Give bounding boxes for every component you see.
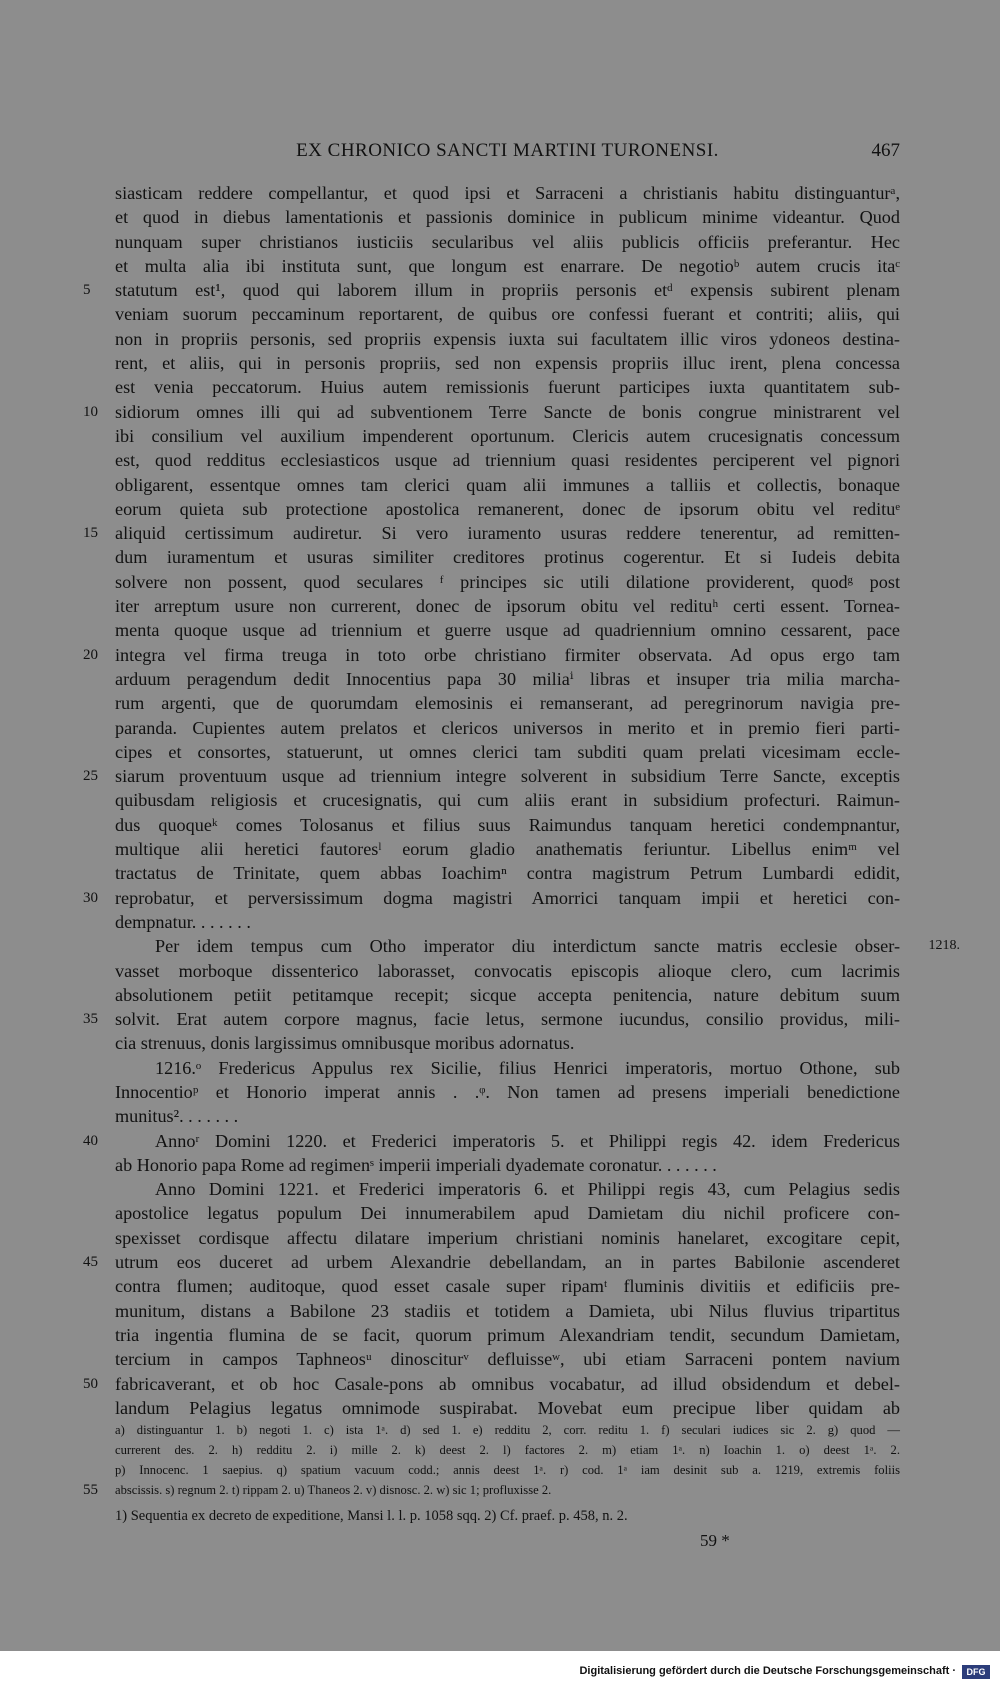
signature-mark: 59 * [700,1531,730,1550]
text-line [115,1153,900,1177]
line-text: utrum eos duceret ad urbem Alexandrie debellandam, an in partes Babilonie ascenderet [115,1252,900,1273]
line-text: rum argenti, que de quorumdam elemosinis ei remanserant, ad peregrinorum navigia pre- [115,693,900,714]
text-line [83,764,900,788]
line-text: tria ingentia flumina de se facit, quorum primum Alexandriam tendit, secundum Damietam, [115,1324,900,1345]
line-text: cipes et consortes, statuerunt, ut omnes clerici tam subditi quam prelati vicesimam eccle- [115,741,900,762]
source-footnotes: 1) Sequentia ex decreto de expeditione, Mansi l. l. p. 1058 sqq. 2) Cf. praef. p. 458, n. 2. [115,1508,628,1524]
text-line [115,813,900,837]
text-line [115,497,900,521]
text-line [83,278,900,302]
line-number: 40 [83,1132,98,1149]
apparatus-text: abscissis. s) regnum 2. t) rippam 2. u) Thaneos 2. v) disnosc. 2. w) sic 1; profluxisse 2. [115,1483,552,1497]
line-number: 50 [83,1375,98,1392]
line-text: spexisset cordisque affectu dilatare imperium christiani nominis hanelaret, excogitare cepit, [115,1227,900,1248]
text-line [115,1396,900,1420]
line-number: 55 [83,1482,98,1498]
line-text: ab Honorio papa Rome ad regimenˢ imperii imperiali dyademate coronatur. . . . . . . [115,1154,717,1175]
line-text: 1216.ᵒ Fredericus Appulus rex Sicilie, filius Henrici imperatoris, mortuo Othone, sub [155,1057,900,1078]
line-text: arduum peragendum dedit Innocentius papa 30 miliaⁱ libras et insuper tria milia marcha- [115,668,900,689]
text-line [115,375,900,399]
line-text: dempnatur. . . . . . . [115,911,251,932]
text-line [115,959,900,983]
line-number: 35 [83,1011,98,1028]
line-number: 15 [83,525,98,542]
line-number: 45 [83,1254,98,1271]
line-text: munitum, distans a Babilone 23 stadiis et totidem a Damieta, ubi Nilus fluvius tripartitus [115,1300,900,1321]
text-line [115,740,900,764]
line-text: non in propriis personis, sed propriis expensis iuxta sui facultatem illic viros ydoneos destina- [115,328,900,349]
text-line [115,302,900,326]
text-line [115,861,900,885]
text-line [115,1226,900,1250]
line-text: est venia peccatorum. Huius autem remissionis fuerunt participes iuxta quantitatem sub- [115,377,900,398]
text-line [115,570,900,594]
text-line [115,1177,900,1201]
apparatus-text: a) distinguantur 1. b) negoti 1. c) ista 1ᵃ. d) sed 1. e) redditu 2, corr. reditu 1. f) seculari iudices sic 2. g) quod — [115,1423,900,1437]
line-text: dus quoqueᵏ comes Tolosanus et filius suus Raimundus tanquam heretici condempnantur, [115,814,900,835]
text-line [115,691,900,715]
line-text: aliquid certissimum audiretur. Si vero iuramento usuras reddere tenerentur, ad remitten- [115,523,900,544]
text-line [115,448,900,472]
text-line [83,521,900,545]
line-text: ibi consilium vel auxilium impenderent oportunum. Clericis autem crucesignatis concessum [115,425,900,446]
text-line [115,667,900,691]
margin-year: 1218. [928,938,960,954]
line-text: statutum est¹, quod qui laborem illum in propriis personis etᵈ expensis subirent plenam [115,280,900,301]
line-text: siasticam reddere compellantur, et quod ipsi et Sarraceni a christianis habitu distinguanturᵃ, [115,183,900,203]
text-line [115,1031,900,1055]
line-text: contra flumen; auditoque, quod esset casale super ripamᵗ fluminis divitiis et edificiis pre- [115,1276,900,1297]
line-text: Annoʳ Domini 1220. et Frederici imperatoris 5. et Philippi regis 42. idem Fredericus [155,1130,900,1151]
text-line [115,618,900,642]
line-text: apostolice legatus populum Dei innumerabilem apud Damietam diu nichil proficere con- [115,1203,900,1224]
text-line [115,910,900,934]
line-text: cia strenuus, donis largissimus omnibusque moribus adornatus. [115,1033,575,1054]
text-line [83,643,900,667]
text-line [115,205,900,229]
text-line [115,1323,900,1347]
line-number: 25 [83,768,98,785]
line-text: est, quod redditus ecclesiasticos usque ad triennium quasi residentes perciperent vel pignori [115,450,900,471]
line-number: 20 [83,646,98,663]
text-line [115,934,960,958]
text-line [83,1007,900,1031]
line-number: 30 [83,889,98,906]
line-text: rent, et aliis, qui in personis propriis, sed non expensis propriis illuc irent, plena concessa [115,353,900,374]
dfg-credit: Digitalisierung gefördert durch die Deutsche Forschungsgemeinschaft · [579,1665,956,1677]
apparatus-line [115,1460,900,1480]
dfg-logo-icon: DFG [962,1665,990,1679]
text-line [115,1080,900,1104]
line-text: integra vel firma treuga in toto orbe christiano firmiter observata. Ad opus ergo tam [115,644,900,665]
line-text: veniam suorum peccaminum reportarent, de quibus ore confessi fuerant et contriti; aliis, qui [115,304,900,325]
line-text: dum iuramentum et usuras similiter creditores protinus cogerentur. Et si Iudeis debita [115,547,900,568]
line-text: sidiorum omnes illi qui ad subventionem Terre Sancte de bonis congrue ministrarent vel [115,401,900,422]
text-line [115,594,900,618]
line-text: solvere non possent, quod seculares ᶠ principes sic utili dilatione providerent, quodᵍ post [115,571,900,592]
line-text: paranda. Cupientes autem prelatos et clericos universos in merito et in premio fieri parti- [115,717,900,738]
line-text: eorum quieta sub protectione apostolica remanerent, donec de ipsorum obitu vel redituᵉ [115,498,900,519]
apparatus-text: currerent des. 2. h) redditu 2. i) mille 2. k) deest 2. l) factores 2. m) etiam 1ᵃ. n) Ioachin 1. o) deest 1ᵃ. 2. [115,1443,900,1457]
text-line [83,1129,900,1153]
critical-apparatus [83,1420,900,1500]
line-text: iter arreptum usure non currerent, donec de ipsorum obitu vel redituʰ certi essent. Tornea- [115,596,900,617]
text-line [115,1104,900,1128]
text-line [115,1201,900,1225]
apparatus-line [115,1440,900,1460]
text-line [115,327,900,351]
apparatus-text: p) Innocenc. 1 saepius. q) spatium vacuum codd.; annis deest 1ᵃ. r) cod. 1ᵃ iam desinit sub a. 1219, extremis foliis [115,1463,900,1477]
text-line [83,1372,900,1396]
text-line [115,788,900,812]
apparatus-line [83,1480,900,1500]
line-number: 10 [83,403,98,420]
text-line [115,837,900,861]
text-line [115,181,900,205]
line-text: et quod in diebus lamentationis et passionis dominice in publicum minime videantur. Quod [115,207,900,228]
line-text: landum Pelagius legatus omnimode suspirabat. Movebat eum precipue liber quidam ab [115,1397,900,1418]
line-text: nunquam super christianos iusticiis secularibus vel aliis publicis officiis preferantur. Hec [115,231,900,252]
text-line [115,351,900,375]
line-number: 5 [83,282,91,299]
line-text: menta quoque usque ad triennium et guerre usque ad quadriennium omnino cessarent, pace [115,620,900,641]
line-text: fabricaverant, et ob hoc Casale-pons ab omnibus vocabatur, ad illud obsidendum et debel- [115,1373,900,1394]
text-line [83,886,900,910]
line-text: obligarent, essentque omnes tam clerici quam alii immunes a talliis et collectis, bonaque [115,474,900,495]
line-text: Innocentioᵖ et Honorio imperat annis . .ᵠ. Non tamen ad presens imperiali benedictione [115,1081,900,1102]
line-text: multique alii heretici fautoresˡ eorum gladio anathematis feriuntur. Libellus enimᵐ vel [115,839,900,860]
text-line [115,473,900,497]
line-text: absolutionem petiit petitamque recepit; sicque accepta penitencia, nature debitum suum [115,984,900,1005]
text-line [115,1299,900,1323]
running-title: EX CHRONICO SANCTI MARTINI TURONENSI. [296,140,719,161]
line-text: reprobatur, et perversissimum dogma magistri Amorrici tanquam impii et heretici con- [115,887,900,908]
line-text: quibusdam religiosis et crucesignatis, qui cum aliis erant in subsidium profecturi. Raimun- [115,790,900,811]
text-line [115,716,900,740]
text-line [115,983,900,1007]
main-text [83,181,960,1420]
text-line [115,1347,900,1371]
line-text: tercium in campos Taphneosᵘ dinosciturᵛ defluisseʷ, ubi etiam Sarraceni pontem navium [115,1349,900,1370]
text-line [115,1274,900,1298]
line-text: et multa alia ibi instituta sunt, que longum est enarrare. De negotioᵇ autem crucis itaᶜ [115,255,900,276]
text-line [115,254,900,278]
line-text: solvit. Erat autem corpore magnus, facie letus, sermone iucundus, consilio providus, mili- [115,1009,900,1030]
line-text: tractatus de Trinitate, quem abbas Ioachimⁿ contra magistrum Petrum Lumbardi edidit, [115,863,900,884]
text-line [115,424,900,448]
text-line [83,1250,900,1274]
line-text: siarum proventuum usque ad triennium integre solverent in subsidium Terre Sancte, exceptis [115,766,900,787]
text-line [83,400,900,424]
apparatus-line [115,1420,900,1440]
text-line [115,545,900,569]
page-number: 467 [871,140,900,161]
page-header [115,140,900,168]
line-text: munitus². . . . . . . [115,1106,239,1127]
digitization-footer [0,1651,1000,1691]
text-line [115,230,900,254]
line-text: vasset morboque dissenterico laborasset, convocatis episcopis alioque clero, cum lacrimis [115,960,900,981]
line-text: Anno Domini 1221. et Frederici imperatoris 6. et Philippi regis 43, cum Pelagius sedis [155,1179,900,1200]
line-text: Per idem tempus cum Otho imperator diu interdictum sancte matris ecclesie obser- [155,936,900,957]
text-line [115,1056,900,1080]
